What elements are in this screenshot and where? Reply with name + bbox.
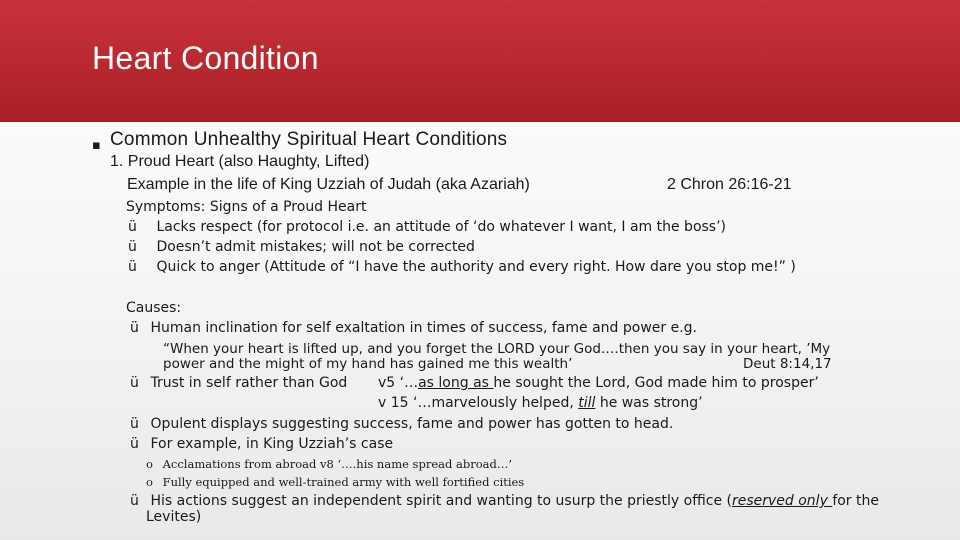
symptom-text: Quick to anger (Attitude of “I have the authority and every right. How dare you stop me!” ): [156, 259, 796, 275]
verse-text: he was strong’: [595, 395, 703, 411]
check-icon: ü: [128, 239, 137, 255]
verse-emphasis: as long as: [418, 375, 494, 391]
symptom-text: Lacks respect (for protocol i.e. an attitude of ‘do whatever I want, I am the boss’): [156, 219, 727, 235]
cause-text: Opulent displays suggesting success, fame and power has gotten to head.: [150, 416, 674, 432]
cause-text-continued: Levites): [146, 509, 202, 525]
check-icon: ü: [128, 259, 137, 275]
check-icon: ü: [130, 436, 139, 452]
main-heading: Common Unhealthy Spiritual Heart Conditions: [110, 129, 508, 150]
cause-text: Trust in self rather than God: [150, 375, 348, 391]
check-icon: ü: [130, 493, 139, 509]
cause-text: for the: [832, 493, 879, 509]
cause-emphasis: reserved only: [731, 493, 833, 509]
symptom-item: [128, 239, 475, 255]
cause-text: Human inclination for self exaltation in times of success, fame and power e.g.: [150, 320, 697, 336]
item-1-proud-heart: 1. Proud Heart (also Haughty, Lifted): [110, 153, 370, 170]
sub-item-text: Acclamations from abroad v8 ‘….his name spread abroad…’: [162, 457, 513, 471]
sub-item: [146, 457, 512, 471]
quote-line-2: power and the might of my hand has gained me this wealth’: [163, 356, 573, 372]
circle-bullet-icon: o: [146, 475, 153, 489]
verse-text: v 15 ‘…marvelously helped,: [378, 395, 579, 411]
cause-item: [130, 320, 697, 336]
quote-reference: Deut 8:14,17: [743, 356, 832, 372]
circle-bullet-icon: o: [146, 457, 153, 471]
square-bullet-icon: ▪: [92, 138, 101, 153]
check-icon: ü: [128, 219, 137, 235]
sub-item: [146, 475, 524, 489]
cause-item: [130, 493, 879, 509]
sub-item-text: Fully equipped and well-trained army with well fortified cities: [162, 475, 525, 489]
symptom-item: [128, 219, 726, 235]
symptom-item: [128, 259, 796, 275]
example-reference: 2 Chron 26:16-21: [667, 176, 792, 193]
cause-text: His actions suggest an independent spirit and wanting to usurp the priestly office (: [150, 493, 732, 509]
cause-item: [130, 416, 673, 432]
symptom-text: Doesn’t admit mistakes; will not be corrected: [156, 239, 475, 255]
cause-item: [130, 436, 393, 452]
cause-item: [130, 375, 347, 391]
check-icon: ü: [130, 320, 139, 336]
verse-text: v5 ‘…: [378, 375, 419, 391]
check-icon: ü: [130, 416, 139, 432]
check-icon: ü: [130, 375, 139, 391]
verse-5: [378, 375, 819, 391]
example-text: Example in the life of King Uzziah of Judah (aka Azariah): [127, 176, 530, 193]
verse-emphasis: till: [578, 395, 596, 411]
verse-15: [378, 395, 703, 411]
causes-heading: Causes:: [126, 300, 182, 316]
verse-text: he sought the Lord, God made him to prosper’: [493, 375, 819, 391]
cause-text: For example, in King Uzziah’s case: [150, 436, 394, 452]
slide-title: Heart Condition: [92, 40, 319, 76]
symptoms-heading: Symptoms: Signs of a Proud Heart: [126, 199, 367, 215]
quote-line-1: “When your heart is lifted up, and you forget the LORD your God….then you say in your heart, ’My: [163, 341, 831, 357]
